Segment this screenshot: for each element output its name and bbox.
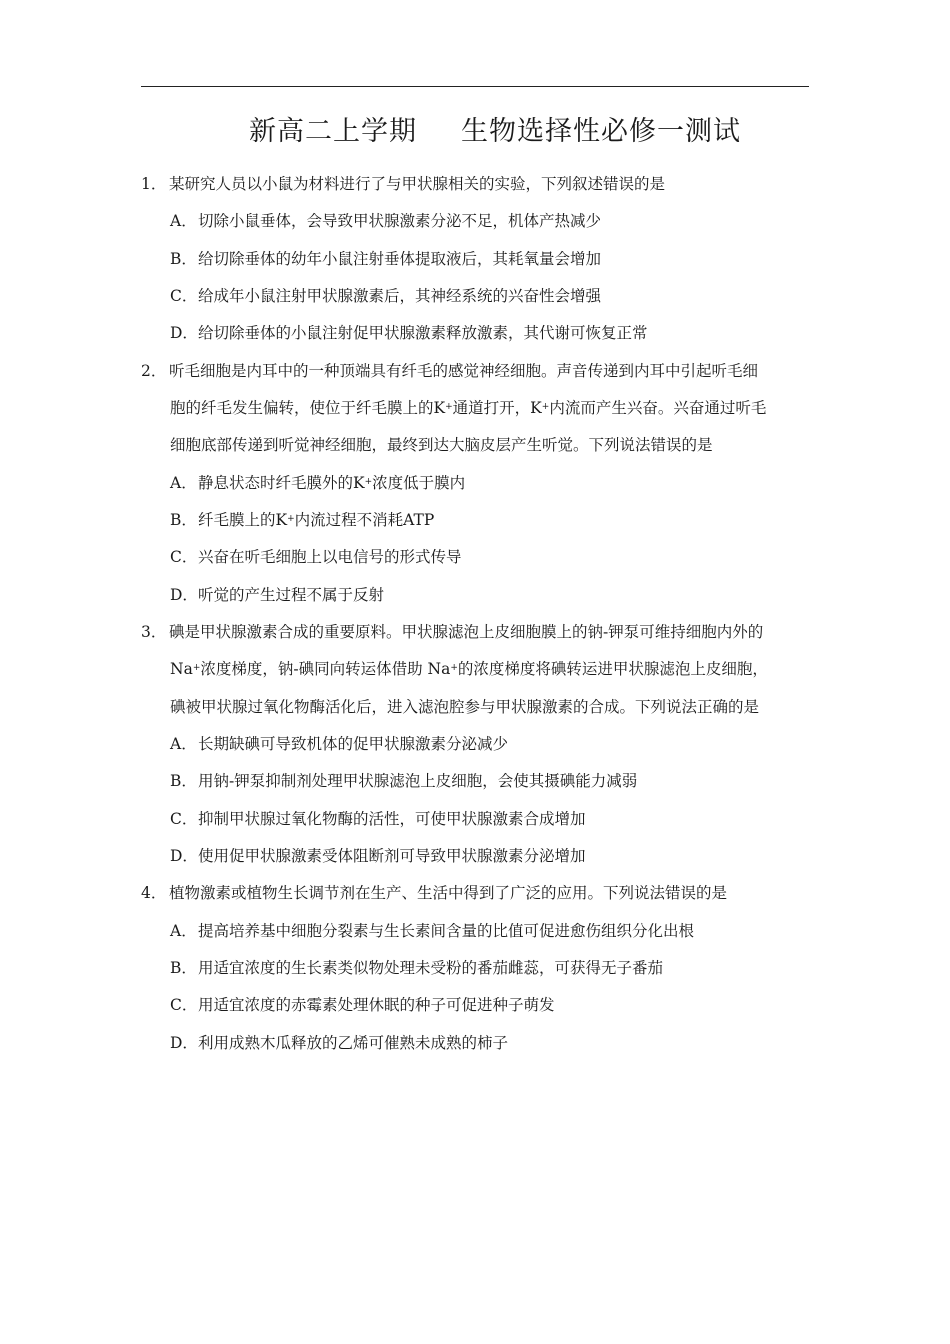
- question-3-stem-line-2: Na+浓度梯度，钠-碘同向转运体借助 Na+的浓度梯度将碘转运进甲状腺滤泡上皮细胞，: [170, 660, 768, 678]
- title-part-1: 新高二上学期: [249, 116, 417, 147]
- question-4-option-a: A．提高培养基中细胞分裂素与生长素间含量的比值可促进愈伤组织分化出根: [170, 922, 695, 940]
- question-3-option-a: A．长期缺碘可导致机体的促甲状腺激素分泌减少: [170, 735, 509, 753]
- page-title: [0, 112, 950, 152]
- title-part-2: 生物选择性必修一测试: [461, 116, 741, 147]
- question-4-option-b: B．用适宜浓度的生长素类似物处理未受粉的番茄雌蕊，可获得无子番茄: [170, 959, 664, 977]
- question-2-option-c: C．兴奋在听毛细胞上以电信号的形式传导: [170, 548, 462, 566]
- question-3-number: 3．: [141, 623, 167, 641]
- question-2-stem-line-1: 2． 听毛细胞是内耳中的一种顶端具有纤毛的感觉神经细胞。声音传递到内耳中引起听毛细: [141, 362, 759, 380]
- question-4-option-c: C．用适宜浓度的赤霉素处理休眠的种子可促进种子萌发: [170, 996, 555, 1014]
- header-rule: [141, 86, 809, 87]
- question-2-option-d: D．听觉的产生过程不属于反射: [170, 586, 385, 604]
- question-3-option-b: B．用钠-钾泵抑制剂处理甲状腺滤泡上皮细胞，会使其摄碘能力减弱: [170, 772, 638, 790]
- question-3-option-c: C．抑制甲状腺过氧化物酶的活性，可使甲状腺激素合成增加: [170, 810, 586, 828]
- question-3-stem-line-3: 碘被甲状腺过氧化物酶活化后，进入滤泡腔参与甲状腺激素的合成。下列说法正确的是: [170, 698, 760, 716]
- question-3-option-d: D．使用促甲状腺激素受体阻断剂可导致甲状腺激素分泌增加: [170, 847, 586, 865]
- question-1-option-b: B．给切除垂体的幼年小鼠注射垂体提取液后，其耗氧量会增加: [170, 250, 602, 268]
- question-1-stem-line-1: 1． 某研究人员以小鼠为材料进行了与甲状腺相关的实验，下列叙述错误的是: [141, 175, 666, 193]
- question-4-stem-line-1: 4． 植物激素或植物生长调节剂在生产、生活中得到了广泛的应用。下列说法错误的是: [141, 884, 728, 902]
- question-4-number: 4．: [141, 884, 167, 902]
- question-1-option-a: A．切除小鼠垂体，会导致甲状腺激素分泌不足，机体产热减少: [170, 212, 602, 230]
- question-2-number: 2．: [141, 362, 167, 380]
- question-2-option-a: A．静息状态时纤毛膜外的K+浓度低于膜内: [170, 474, 466, 492]
- question-1-option-d: D．给切除垂体的小鼠注射促甲状腺激素释放激素，其代谢可恢复正常: [170, 324, 648, 342]
- question-2-stem-line-3: 细胞底部传递到听觉神经细胞，最终到达大脑皮层产生听觉。下列说法错误的是: [170, 436, 713, 454]
- question-1-option-c: C．给成年小鼠注射甲状腺激素后，其神经系统的兴奋性会增强: [170, 287, 602, 305]
- question-2-stem-line-2: 胞的纤毛发生偏转，使位于纤毛膜上的K+通道打开，K+内流而产生兴奋。兴奋通过听毛: [170, 399, 767, 417]
- question-2-option-b: B．纤毛膜上的K+内流过程不消耗ATP: [170, 511, 435, 529]
- question-3-stem-line-1: 3． 碘是甲状腺激素合成的重要原料。甲状腺滤泡上皮细胞膜上的钠-钾泵可维持细胞内外的: [141, 623, 764, 641]
- question-1-number: 1．: [141, 175, 167, 193]
- question-4-option-d: D．利用成熟木瓜释放的乙烯可催熟未成熟的柿子: [170, 1034, 509, 1052]
